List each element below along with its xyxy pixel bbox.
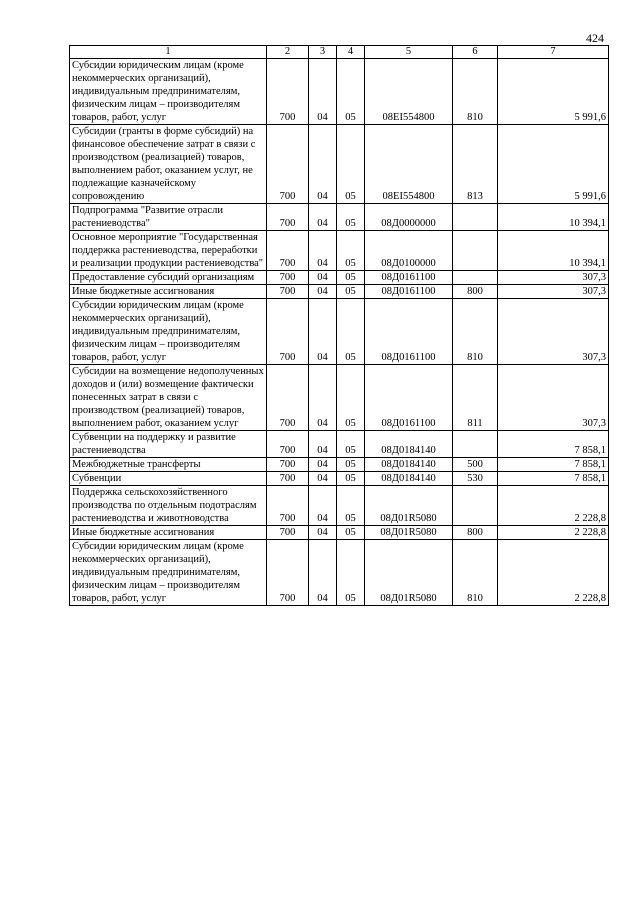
row-name-cell: Подпрограмма "Развитие отрасли растениеводства": [70, 204, 267, 231]
row-csr-cell: 08Д0184140: [365, 458, 453, 472]
row-rz-cell: 04: [309, 540, 337, 606]
header-cell-name: 1: [70, 46, 267, 59]
row-vr-cell: 811: [453, 365, 498, 431]
table-row: [70, 458, 609, 472]
table-row: [70, 431, 609, 458]
row-vr-cell: [453, 231, 498, 271]
row-sum-cell: 307,3: [498, 285, 609, 299]
table-row: [70, 59, 609, 125]
row-vr-cell: 530: [453, 472, 498, 486]
row-grbs-cell: 700: [267, 285, 309, 299]
row-sum-cell: 7 858,1: [498, 472, 609, 486]
row-vr-cell: 810: [453, 59, 498, 125]
row-sum-cell: 307,3: [498, 299, 609, 365]
row-sum-cell: 7 858,1: [498, 458, 609, 472]
row-grbs-cell: 700: [267, 458, 309, 472]
row-name-cell: Субсидии юридическим лицам (кроме некоммерческих организаций), индивидуальным предпринимателям, физическим лицам – производителям товаров, работ, услуг: [70, 540, 267, 606]
row-name-cell: Субвенции: [70, 472, 267, 486]
row-sum-cell: 10 394,1: [498, 231, 609, 271]
header-cell-pr: 4: [337, 46, 365, 59]
row-csr-cell: 08Д0161100: [365, 365, 453, 431]
row-name-cell: Субсидии на возмещение недополученных доходов и (или) возмещение фактически понесенных затрат в связи с производством (реализацией) товаров, выполнением работ, оказанием услуг: [70, 365, 267, 431]
row-vr-cell: 800: [453, 285, 498, 299]
row-rz-cell: 04: [309, 271, 337, 285]
row-name-cell: Предоставление субсидий организациям: [70, 271, 267, 285]
table-row: [70, 526, 609, 540]
row-vr-cell: 810: [453, 540, 498, 606]
row-csr-cell: 08EI554800: [365, 59, 453, 125]
row-sum-cell: 7 858,1: [498, 431, 609, 458]
row-name-cell: Иные бюджетные ассигнования: [70, 526, 267, 540]
header-cell-csr: 5: [365, 46, 453, 59]
table-row: [70, 271, 609, 285]
row-vr-cell: [453, 486, 498, 526]
row-rz-cell: 04: [309, 204, 337, 231]
row-csr-cell: 08EI554800: [365, 125, 453, 204]
row-rz-cell: 04: [309, 125, 337, 204]
row-grbs-cell: 700: [267, 299, 309, 365]
table-row: [70, 486, 609, 526]
row-name-cell: Субсидии (гранты в форме субсидий) на финансовое обеспечение затрат в связи с производством (реализацией) товаров, выполнением работ, оказанием услуг, не подлежащие казначейскому сопровождению: [70, 125, 267, 204]
row-sum-cell: 10 394,1: [498, 204, 609, 231]
row-sum-cell: 2 228,8: [498, 486, 609, 526]
row-vr-cell: 813: [453, 125, 498, 204]
page-number: 424: [586, 31, 604, 45]
row-csr-cell: 08Д0000000: [365, 204, 453, 231]
row-csr-cell: 08Д0161100: [365, 299, 453, 365]
row-grbs-cell: 700: [267, 540, 309, 606]
row-rz-cell: 04: [309, 285, 337, 299]
row-pr-cell: 05: [337, 486, 365, 526]
row-grbs-cell: 700: [267, 365, 309, 431]
row-grbs-cell: 700: [267, 472, 309, 486]
row-csr-cell: 08Д0184140: [365, 472, 453, 486]
row-vr-cell: 500: [453, 458, 498, 472]
row-pr-cell: 05: [337, 299, 365, 365]
row-vr-cell: [453, 204, 498, 231]
budget-table: [69, 45, 609, 606]
row-csr-cell: 08Д01R5080: [365, 486, 453, 526]
row-name-cell: Субсидии юридическим лицам (кроме некоммерческих организаций), индивидуальным предпринимателям, физическим лицам – производителям товаров, работ, услуг: [70, 59, 267, 125]
table-row: [70, 472, 609, 486]
row-grbs-cell: 700: [267, 204, 309, 231]
row-pr-cell: 05: [337, 472, 365, 486]
table-row: [70, 204, 609, 231]
row-sum-cell: 307,3: [498, 271, 609, 285]
row-rz-cell: 04: [309, 299, 337, 365]
row-pr-cell: 05: [337, 125, 365, 204]
row-pr-cell: 05: [337, 458, 365, 472]
row-vr-cell: 800: [453, 526, 498, 540]
row-sum-cell: 5 991,6: [498, 125, 609, 204]
row-rz-cell: 04: [309, 458, 337, 472]
row-pr-cell: 05: [337, 271, 365, 285]
row-rz-cell: 04: [309, 231, 337, 271]
row-rz-cell: 04: [309, 59, 337, 125]
header-cell-sum: 7: [498, 46, 609, 59]
row-csr-cell: 08Д01R5080: [365, 526, 453, 540]
row-grbs-cell: 700: [267, 431, 309, 458]
row-sum-cell: 5 991,6: [498, 59, 609, 125]
row-grbs-cell: 700: [267, 271, 309, 285]
row-csr-cell: 08Д0161100: [365, 271, 453, 285]
row-grbs-cell: 700: [267, 526, 309, 540]
row-vr-cell: [453, 271, 498, 285]
row-sum-cell: 307,3: [498, 365, 609, 431]
row-name-cell: Основное мероприятие "Государственная поддержка растениеводства, переработки и реализации продукции растениеводства": [70, 231, 267, 271]
row-rz-cell: 04: [309, 431, 337, 458]
row-sum-cell: 2 228,8: [498, 526, 609, 540]
row-rz-cell: 04: [309, 526, 337, 540]
row-name-cell: Субвенции на поддержку и развитие растениеводства: [70, 431, 267, 458]
table-row: [70, 125, 609, 204]
row-name-cell: Межбюджетные трансферты: [70, 458, 267, 472]
table-row: [70, 365, 609, 431]
row-pr-cell: 05: [337, 231, 365, 271]
row-vr-cell: 810: [453, 299, 498, 365]
row-pr-cell: 05: [337, 526, 365, 540]
row-csr-cell: 08Д0184140: [365, 431, 453, 458]
row-pr-cell: 05: [337, 540, 365, 606]
header-cell-rz: 3: [309, 46, 337, 59]
row-pr-cell: 05: [337, 59, 365, 125]
row-grbs-cell: 700: [267, 59, 309, 125]
row-csr-cell: 08Д01R5080: [365, 540, 453, 606]
row-pr-cell: 05: [337, 365, 365, 431]
header-cell-grbs: 2: [267, 46, 309, 59]
row-pr-cell: 05: [337, 431, 365, 458]
header-cell-vr: 6: [453, 46, 498, 59]
table-row: [70, 299, 609, 365]
row-csr-cell: 08Д0100000: [365, 231, 453, 271]
table-row: [70, 231, 609, 271]
table-row: [70, 285, 609, 299]
row-grbs-cell: 700: [267, 486, 309, 526]
row-vr-cell: [453, 431, 498, 458]
row-name-cell: Поддержка сельскохозяйственного производства по отдельным подотраслям растениеводства и животноводства: [70, 486, 267, 526]
row-grbs-cell: 700: [267, 231, 309, 271]
row-rz-cell: 04: [309, 365, 337, 431]
row-pr-cell: 05: [337, 285, 365, 299]
row-name-cell: Субсидии юридическим лицам (кроме некоммерческих организаций), индивидуальным предпринимателям, физическим лицам – производителям товаров, работ, услуг: [70, 299, 267, 365]
row-pr-cell: 05: [337, 204, 365, 231]
row-rz-cell: 04: [309, 472, 337, 486]
row-csr-cell: 08Д0161100: [365, 285, 453, 299]
table-row: [70, 540, 609, 606]
header-row: [70, 46, 609, 59]
row-grbs-cell: 700: [267, 125, 309, 204]
row-rz-cell: 04: [309, 486, 337, 526]
row-sum-cell: 2 228,8: [498, 540, 609, 606]
row-name-cell: Иные бюджетные ассигнования: [70, 285, 267, 299]
